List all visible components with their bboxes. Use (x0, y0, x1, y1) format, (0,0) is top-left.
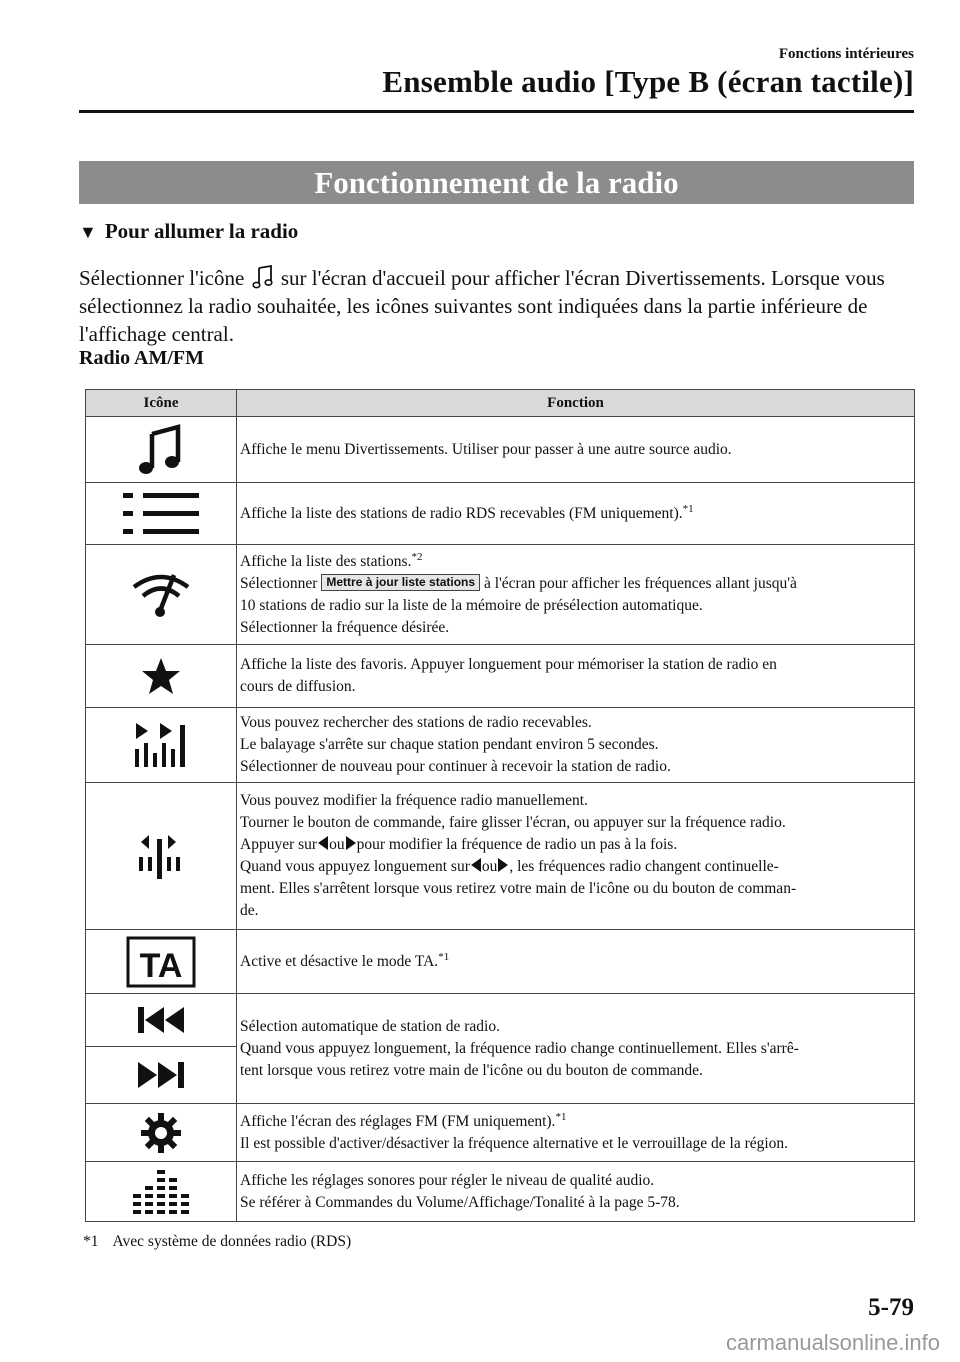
update-station-list-button[interactable]: Mettre à jour liste stations (321, 574, 480, 591)
function-cell (237, 930, 915, 994)
gear-icon (140, 1112, 182, 1154)
ta-icon (126, 936, 196, 988)
function-cell (237, 545, 915, 645)
icon-function-table (85, 389, 915, 1222)
function-cell (237, 645, 915, 708)
icon-cell (86, 930, 237, 994)
triangle-right-icon (497, 858, 509, 872)
footnote-label: *1 (83, 1233, 99, 1250)
subheading (79, 219, 298, 244)
table-row (86, 483, 915, 545)
icon-cell (86, 708, 237, 783)
icon-cell (86, 645, 237, 708)
icon-cell (86, 783, 237, 930)
seek-forward-cell (86, 1047, 236, 1103)
function-text: Affiche la liste des stations de radio RDS recevables (FM uniquement). (240, 504, 683, 522)
icon-cell (86, 994, 237, 1104)
function-text: Tourner le bouton de commande, faire glisser l'écran, ou appuyer sur la fréquence radio. (240, 814, 786, 831)
function-text: Le balayage s'arrête sur chaque station pendant environ 5 secondes. (240, 736, 659, 753)
column-header-function: Fonction (237, 390, 915, 417)
equalizer-icon (131, 1168, 191, 1216)
function-text: Quand vous appuyez longuement sur (240, 858, 470, 875)
function-text: Il est possible d'activer/désactiver la fréquence alternative et le verrouillage de la région. (240, 1134, 789, 1152)
triangle-bullet-icon: ▼ (79, 222, 97, 242)
function-cell (237, 1104, 915, 1162)
page-number: 5-79 (868, 1294, 914, 1321)
function-text: Affiche les réglages sonores pour régler le niveau de qualité audio. (240, 1171, 655, 1189)
function-text: ment. Elles s'arrêtent lorsque vous retirez votre main de l'icône ou du bouton de comman- (240, 880, 797, 897)
manual-tune-icon (136, 833, 186, 879)
function-text: Se référer à Commandes du Volume/Affichage/Tonalité à la page 5-78. (240, 1193, 680, 1211)
table-row (86, 1162, 915, 1222)
function-text: tent lorsque vous retirez votre main de l'icône ou du bouton de commande. (240, 1061, 703, 1079)
icon-cell (86, 1162, 237, 1222)
function-text: Affiche la liste des stations. (240, 552, 412, 570)
chapter-title: Ensemble audio [Type B (écran tactile)] (382, 64, 914, 99)
function-text: Vous pouvez modifier la fréquence radio manuellement. (240, 792, 588, 809)
intro-paragraph (79, 264, 919, 348)
table-row (86, 708, 915, 783)
triangle-right-icon (345, 836, 357, 850)
list-icon (121, 491, 201, 537)
table-row (86, 545, 915, 645)
table-row (86, 930, 915, 994)
intro-text-after: sur l'écran d'accueil pour afficher l'écran Divertissements. Lorsque vous sélectionnez la radio souhaitée, les icônes suivantes sont indiquées dans la partie inférieure de l'affichage central. (79, 266, 885, 346)
function-text: Sélectionner (240, 574, 318, 592)
footnote-ref: *1 (438, 950, 450, 963)
scan-icon (130, 721, 192, 769)
icon-cell (86, 483, 237, 545)
table-row (86, 994, 915, 1104)
function-text: Quand vous appuyez longuement, la fréquence radio change continuellement. Elles s'arrê- (240, 1039, 799, 1057)
seek-back-icon (136, 1005, 186, 1035)
seek-forward-icon (136, 1060, 186, 1090)
function-cell (237, 994, 915, 1104)
triangle-left-icon (317, 836, 329, 850)
radio-signal-icon (130, 571, 192, 619)
footnote-ref: *1 (555, 1110, 567, 1123)
function-text: ou (481, 858, 498, 875)
music-note-icon (252, 265, 274, 289)
function-cell (237, 708, 915, 783)
star-icon (141, 657, 181, 695)
function-text: de. (240, 902, 259, 919)
function-text: ou (329, 836, 345, 853)
triangle-left-icon (470, 858, 482, 872)
function-cell (237, 483, 915, 545)
table-header-row (86, 390, 915, 417)
function-text: Affiche le menu Divertissements. Utiliser pour passer à une autre source audio. (240, 440, 732, 458)
intro-text-before: Sélectionner l'icône (79, 266, 245, 290)
music-note-icon (138, 424, 184, 476)
column-header-icon: Icône (86, 390, 237, 417)
function-text: Affiche l'écran des réglages FM (FM uniquement). (240, 1112, 556, 1130)
function-text: Sélectionner de nouveau pour continuer à recevoir la station de radio. (240, 758, 671, 775)
section-banner: Fonctionnement de la radio (79, 161, 914, 204)
section-label: Fonctions intérieures (778, 46, 914, 62)
icon-cell (86, 1104, 237, 1162)
function-text: à l'écran pour afficher les fréquences allant jusqu'à (483, 574, 797, 592)
subheading-text: Pour allumer la radio (104, 219, 299, 243)
function-text: Sélection automatique de station de radio. (240, 1017, 500, 1035)
radio-am-fm-title: Radio AM/FM (79, 347, 204, 369)
function-text: 10 stations de radio sur la liste de la mémoire de présélection automatique. (240, 596, 703, 614)
watermark: carmanualsonline.info (725, 1330, 940, 1355)
function-text: pour modifier la fréquence de radio un pas à la fois. (356, 836, 678, 853)
function-text: Active et désactive le mode TA. (240, 952, 439, 970)
footnote-ref: *1 (682, 502, 694, 515)
function-cell (237, 783, 915, 930)
footnote-text: Avec système de données radio (RDS) (112, 1233, 352, 1250)
seek-back-cell (86, 994, 236, 1047)
function-text: Vous pouvez rechercher des stations de radio recevables. (240, 714, 592, 731)
footnote-ref: *2 (411, 550, 423, 563)
function-text: , les fréquences radio changent continuelle- (509, 858, 779, 875)
footnote (83, 1233, 351, 1251)
table-row (86, 1104, 915, 1162)
function-text: Appuyer sur (240, 836, 318, 853)
function-cell (237, 1162, 915, 1222)
function-text: cours de diffusion. (240, 678, 356, 695)
header-rule (79, 110, 914, 113)
table-row (86, 645, 915, 708)
ta-icon-text: TA (139, 946, 183, 985)
icon-cell (86, 545, 237, 645)
function-cell (237, 417, 915, 483)
function-text: Affiche la liste des favoris. Appuyer longuement pour mémoriser la station de radio en (240, 656, 777, 673)
function-text: Sélectionner la fréquence désirée. (240, 618, 450, 636)
table-row (86, 417, 915, 483)
table-row (86, 783, 915, 930)
icon-cell (86, 417, 237, 483)
